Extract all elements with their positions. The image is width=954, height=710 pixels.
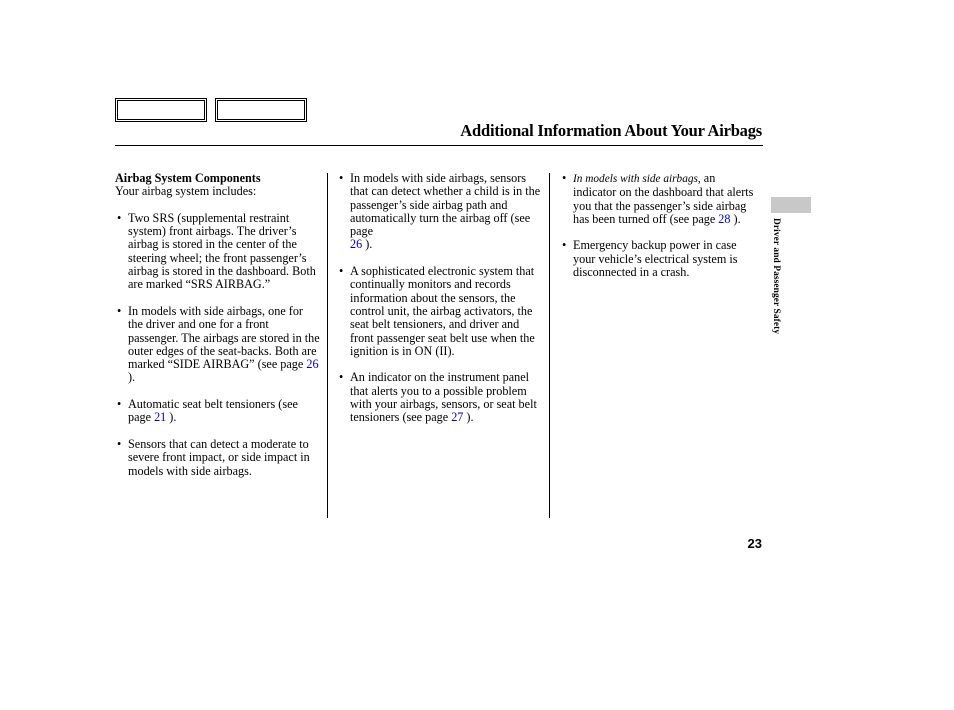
item-text-end: ).	[730, 211, 741, 226]
column-2	[337, 172, 542, 425]
page-link-27[interactable]: 27	[451, 410, 464, 425]
section-label: Driver and Passenger Safety	[771, 218, 781, 335]
item-text: In models with side airbags, sensors that can detect whether a child is in the passenger’s side airbag path and automatically turn the airbag off (see page	[350, 171, 541, 239]
column-3	[560, 172, 760, 279]
item-italic-text: In models with side airbags,	[573, 173, 701, 185]
item-text: An indicator on the instrument panel that alerts you to a possible problem with your airbags, sensors, or seat belt tensioners (see page	[350, 370, 537, 425]
item-text: Sensors that can detect a moderate to severe front impact, or side impact in models with side airbags.	[128, 436, 310, 478]
list-item	[337, 172, 542, 252]
section-heading: Airbag System Components	[115, 171, 261, 185]
item-text: Automatic seat belt tensioners (see page	[128, 397, 298, 425]
list-item	[337, 265, 542, 358]
list-item	[115, 305, 320, 385]
column-divider	[327, 173, 328, 518]
page-link-28[interactable]: 28	[718, 211, 731, 226]
list-item	[560, 239, 760, 279]
bullet-icon: •	[562, 238, 567, 253]
list-item	[560, 172, 760, 226]
item-text: Two SRS (supplemental restraint system) front airbags. The driver’s airbag is stored in the center of the steering wheel; the front passenger’s airbag is stored in the dashboard. Both are marked “SRS AIRBAG.”	[128, 210, 316, 292]
bullet-icon: •	[339, 264, 344, 279]
item-text: A sophisticated electronic system that continually monitors and records information about the sensors, the control unit, the airbag activators, the seat belt tensioners, and driver and front passenger seat belt use when the ignition is in ON (II).	[350, 264, 535, 358]
page-number: 23	[747, 536, 762, 551]
item-text-end: ).	[463, 410, 474, 425]
bullet-icon: •	[117, 303, 122, 318]
page-link-26[interactable]: 26	[350, 237, 363, 252]
column-divider	[549, 173, 550, 518]
nav-button-1[interactable]	[115, 98, 207, 122]
title-divider	[115, 145, 763, 146]
page-link-21[interactable]: 21	[154, 410, 167, 425]
column-1	[115, 172, 320, 478]
item-text-end: ).	[362, 237, 373, 252]
list-item	[337, 371, 542, 424]
bullet-icon: •	[117, 210, 122, 225]
list-item	[115, 212, 320, 292]
bullet-icon: •	[117, 397, 122, 412]
page-title: Additional Information About Your Airbags	[460, 121, 762, 140]
bullet-icon: •	[562, 171, 567, 185]
bullet-icon: •	[339, 171, 344, 185]
intro-text: Your airbag system includes:	[115, 184, 257, 199]
list-item	[115, 398, 320, 425]
bullet-icon: •	[117, 436, 122, 451]
item-text-end: ).	[166, 410, 177, 425]
item-text: In models with side airbags, one for the driver and one for a front passenger. The airbags are stored in the outer edges of the seat-backs. Both are marked “SIDE AIRBAG” (see page	[128, 303, 320, 372]
section-tab[interactable]	[771, 197, 811, 213]
list-item	[115, 438, 320, 478]
item-text: Emergency backup power in case your vehicle’s electrical system is disconnected in a crash.	[573, 238, 738, 280]
bullet-icon: •	[339, 370, 344, 385]
nav-button-2[interactable]	[215, 98, 307, 122]
item-text: an indicator on the dashboard that alerts you that the passenger’s side airbag has been turned off (see page	[573, 171, 754, 226]
item-text-end: ).	[128, 370, 136, 385]
page-link-26[interactable]: 26	[306, 357, 319, 372]
